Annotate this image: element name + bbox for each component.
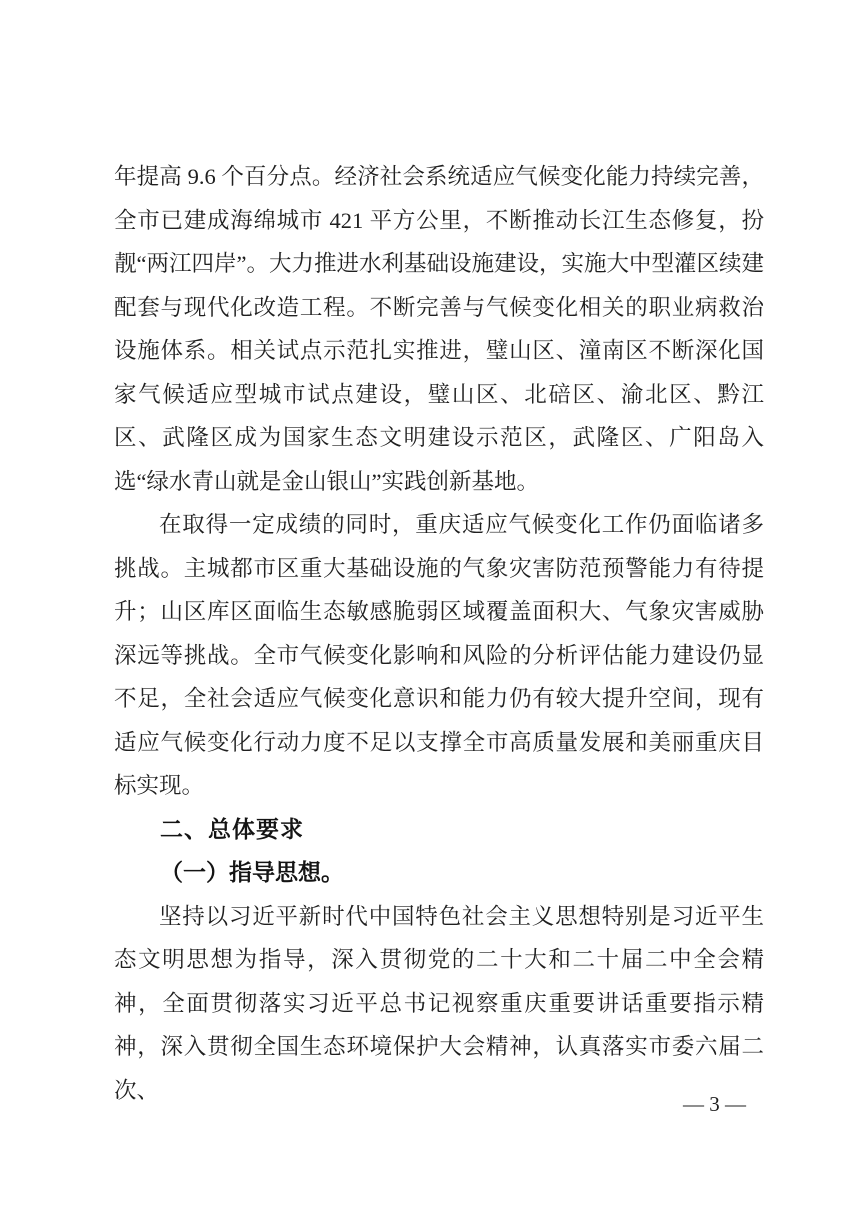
body-paragraph-challenges: 在取得一定成绩的同时，重庆适应气候变化工作仍面临诸多挑战。主城都市区重大基础设施的气象灾害防范预警能力有待提升；山区库区面临生态敏感脆弱区域覆盖面积大、气象灾害威胁深远等挑战。全市气候变化影响和风险的分析评估能力建设仍显不足，全社会适应气候变化意识和能力仍有较大提升空间，现有适应气候变化行动力度不足以支撑全市高质量发展和美丽重庆目标实现。 bbox=[114, 512, 764, 798]
document-text-block bbox=[114, 155, 764, 1112]
subsection-heading: （一）指导思想。 bbox=[160, 860, 344, 885]
page-number: — 3 — bbox=[683, 1092, 746, 1116]
body-paragraph-continuation: 年提高 9.6 个百分点。经济社会系统适应气候变化能力持续完善，全市已建成海绵城市 421 平方公里，不断推动长江生态修复，扮靓“两江四岸”。大力推进水利基础设施建设，实施大中型灌区续建配套与现代化改造工程。不断完善与气候变化相关的职业病救治设施体系。相关试点示范扎实推进，璧山区、潼南区不断深化国家气候适应型城市试点建设，璧山区、北碚区、渝北区、黔江区、武隆区成为国家生态文明建设示范区，武隆区、广阳岛入选“绿水青山就是金山银山”实践创新基地。 bbox=[114, 164, 764, 494]
body-paragraph-guiding-ideology: 坚持以习近平新时代中国特色社会主义思想特别是习近平生态文明思想为指导，深入贯彻党的二十大和二十届二中全会精神，全面贯彻落实习近平总书记视察重庆重要讲话重要指示精神，深入贯彻全国生态环境保护大会精神，认真落实市委六届二次、 bbox=[114, 903, 764, 1103]
section-heading: 二、总体要求 bbox=[160, 815, 304, 842]
